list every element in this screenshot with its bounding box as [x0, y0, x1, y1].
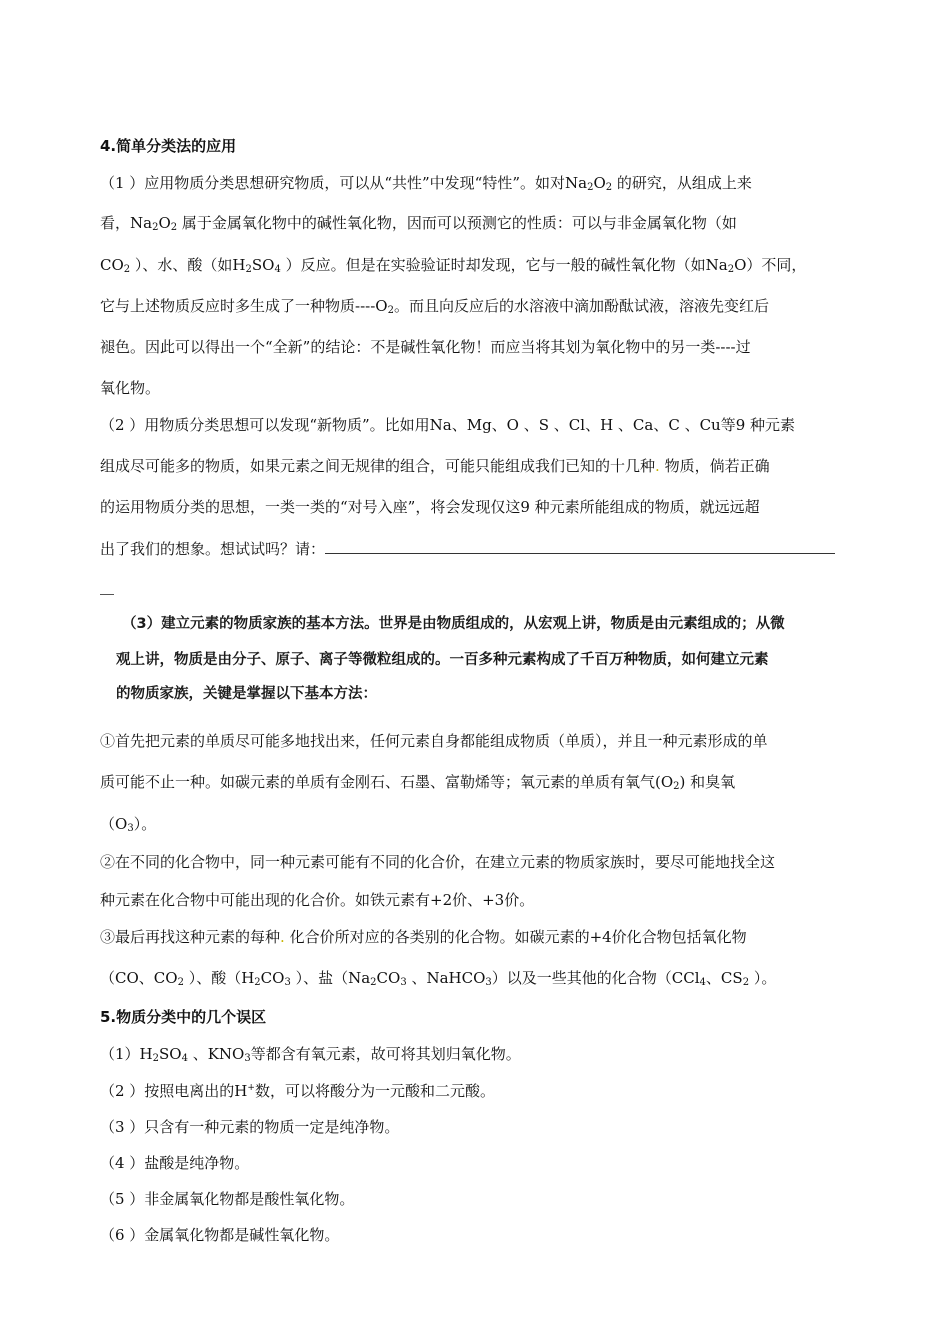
p6-line-2: （CO、$CO_2$ ）、酸（$H_2CO_3$ ）、盐（$Na_2CO_3$ 、NaHCO$_3$）以及一些其他的化合物（CCl$_4$、$CS_2$ ）。	[100, 969, 777, 988]
misconception-2: （2 ）按照电离出的H+数，可以将酸分为一元酸和二元酸。	[100, 1082, 495, 1100]
p4-line-1: ①首先把元素的单质尽可能多地找出来，任何元素自身都能组成物质（单质），并且一种元素形成的单	[100, 732, 768, 750]
section-5-heading: 5.物质分类中的几个误区	[100, 1008, 267, 1026]
misconception-5: （5 ）非金属氧化物都是酸性氧化物。	[100, 1190, 355, 1208]
p1-line-5: 褪色。因此可以得出一个“全新”的结论：不是碱性氧化物！而应当将其划为氧化物中的另一类----过	[100, 338, 751, 356]
p4-line-2: 质可能不止一种。如碳元素的单质有金刚石、石墨、富勒烯等；氧元素的单质有氧气$(O_2)$ 和臭氧	[100, 773, 736, 792]
answer-blank	[325, 539, 835, 554]
p3-line-1: （3）建立元素的物质家族的基本方法。世界是由物质组成的，从宏观上讲，物质是由元素组成的；从微	[122, 616, 785, 632]
p1-line-4: 它与上述物质反应时多生成了一种物质$----O_2$。而且向反应后的水溶液中滴加酚酞试液，溶液先变红后	[100, 297, 769, 316]
p1-line-2: 看，$Na_2O_2$ 属于金属氧化物中的碱性氧化物，因而可以预测它的性质：可以与非金属氧化物（如	[100, 214, 737, 233]
p1-line-3: $CO_2$ ）、水、酸（如$H_2SO_4$ ）反应。但是在实验验证时却发现，它与一般的碱性氧化物（如$Na_2O$）不同，	[100, 256, 807, 275]
p5-line-2: 种元素在化合物中可能出现的化合价。如铁元素有+2价、+3价。	[100, 891, 535, 909]
p4-line-3: $(O_3)$。	[100, 815, 157, 834]
p2-line-1: （2 ）用物质分类思想可以发现“新物质”。比如用Na、Mg、O 、S 、Cl、H 、Ca、C 、Cu等9 种元素	[100, 416, 796, 434]
p3-line-3: 的物质家族，关键是掌握以下基本方法：	[116, 686, 377, 702]
misconception-4: （4 ）盐酸是纯净物。	[100, 1154, 250, 1172]
misconception-1: $(1)H_2SO_4$ 、$KNO_3$等都含有氧元素，故可将其划归氧化物。	[100, 1045, 521, 1064]
misconception-3: （3 ）只含有一种元素的物质一定是纯净物。	[100, 1118, 400, 1136]
p6-line-1: ③最后再找这种元素的每种. 化合价所对应的各类别的化合物。如碳元素的+4价化合物包括氧化物	[100, 928, 747, 946]
p1-line-1: （1 ）应用物质分类思想研究物质，可以从“共性”中发现“特性”。如对$Na_2O_2$ 的研究，从组成上来	[100, 174, 752, 193]
p2-line-3: 的运用物质分类的思想，一类一类的“对号入座”，将会发现仅这9 种元素所能组成的物质，就远远超	[100, 498, 760, 516]
answer-blank-continuation	[100, 594, 114, 595]
p2-line-4: 出了我们的想象。想试试吗？请：	[100, 539, 835, 559]
p3-line-2: 观上讲，物质是由分子、原子、离子等微粒组成的。一百多种元素构成了千百万种物质，如何建立元素	[116, 652, 769, 668]
p1-line-6: 氧化物。	[100, 379, 161, 397]
misconception-6: （6 ）金属氧化物都是碱性氧化物。	[100, 1226, 340, 1244]
p2-line-2: 组成尽可能多的物质，如果元素之间无规律的组合，可能只能组成我们已知的十几种. 物质，倘若正确	[100, 457, 770, 475]
p5-line-1: ②在不同的化合物中，同一种元素可能有不同的化合价，在建立元素的物质家族时，要尽可能地找全这	[100, 853, 776, 871]
section-4-heading: 4.简单分类法的应用	[100, 137, 237, 155]
